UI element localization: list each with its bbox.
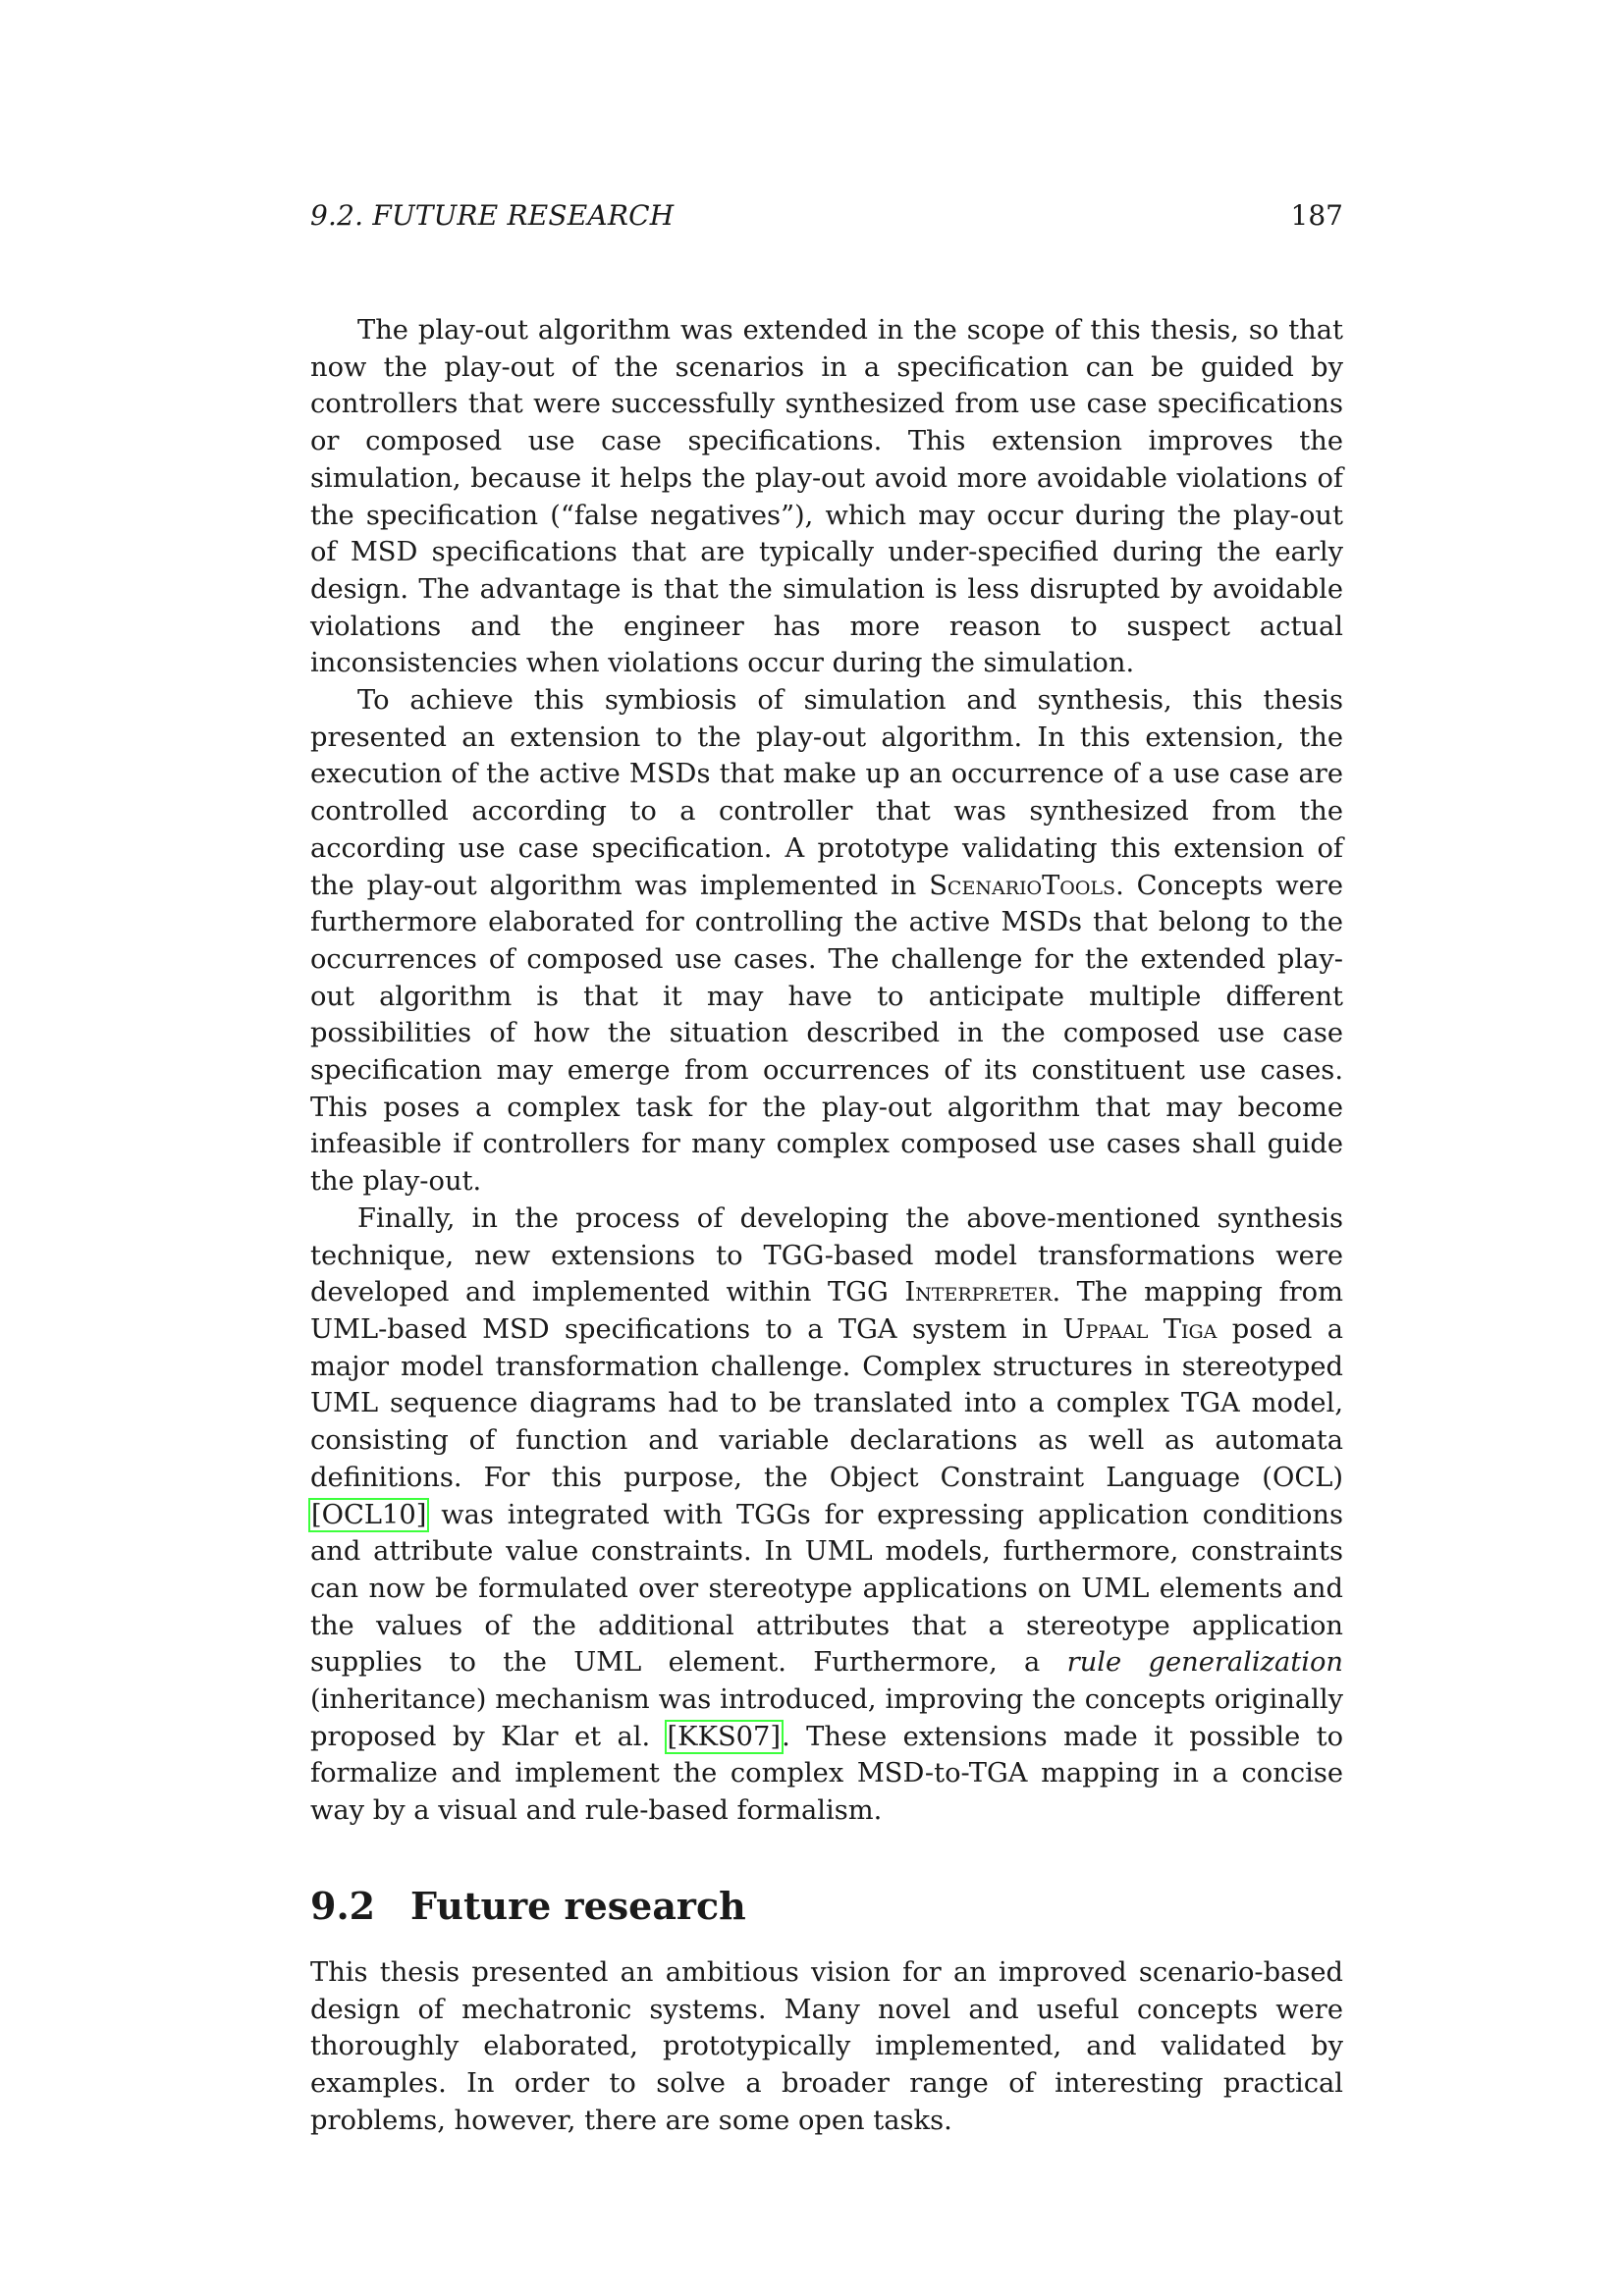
paragraph-text: To achieve this symbiosis of simulation and synthesis, this thesis presented an extension to the play-out algorithm. In this extension, the execution of the active MSDs that make up an occurrence of a use case are controlled according to a controller that was synthesized from the according use case specification. A prototype validating this extension of the play-out algorithm was implemented in: [310, 685, 1343, 901]
page-number: 187: [1290, 199, 1343, 232]
paragraph-text: (inheritance) mechanism was introduced, improving the concepts originally proposed by Klar et al.: [310, 1684, 1343, 1752]
paragraph-text: . These extensions made it possible to formalize and implement the complex MSD-to-TGA mapping in a concise way by a visual and rule-based formalism.: [310, 1721, 1344, 1827]
citation-link-ocl10[interactable]: [OCL10]: [311, 1499, 427, 1530]
paragraph-text: . Concepts were furthermore elaborated for controlling the active MSDs that belong to the occurrences of composed use cases. The challenge for the extended play-out algorithm is that it may have to anticipate multiple different possibilities of how the situation described in the composed use case specification may emerge from occurrences of its constituent use cases. This poses a complex task for the play-out algorithm that may become infeasible if controllers for many complex composed use cases shall guide the play-out.: [310, 870, 1343, 1198]
running-header: [310, 198, 1343, 234]
section-heading: [310, 1884, 1343, 1929]
section-number: 9.2: [310, 1883, 376, 1928]
paragraph-tgg-extensions: [310, 1201, 1343, 1830]
running-title: 9.2. FUTURE RESEARCH: [310, 199, 675, 232]
emphasized-term: rule generalization: [1066, 1647, 1343, 1679]
citation-link-kks07[interactable]: [KKS07]: [667, 1721, 782, 1752]
tool-name-uppaal-tiga: Uppaal Tiga: [1062, 1313, 1218, 1345]
paragraph-symbiosis: [310, 682, 1343, 1201]
tool-name-interpreter: Interpreter: [904, 1277, 1053, 1308]
paragraph-playout-extension: The play-out algorithm was extended in the scope of this thesis, so that now the play-out of the scenarios in a specification can be guided by controllers that were successfully synthesized from use case specifications or composed use case specifications. This extension improves the simulation, because it helps the play-out avoid more avoidable violations of the specification (“false negatives”), which may occur during the play-out of MSD specifications that are typically under-specified during the early design. The advantage is that the simulation is less disrupted by avoidable violations and the engineer has more reason to suspect actual inconsistencies when violations occur during the simulation.: [310, 315, 1343, 679]
paragraph-text: Finally, in the process of developing the above-mentioned synthesis technique, new extensions to TGG-based model transformations were developed and implemented within TGG: [310, 1202, 1343, 1308]
tool-name-scenariotools: ScenarioTools: [929, 870, 1116, 901]
paragraph-future-research: This thesis presented an ambitious vision for an improved scenario-based design of mechatronic systems. Many novel and useful concepts were thoroughly elaborated, prototypically implemented, and validated by examples. In order to solve a broader range of interesting practical problems, however, there are some open tasks.: [310, 1956, 1343, 2136]
paragraph-text: posed a major model transformation challenge. Complex structures in stereotyped UML sequence diagrams had to be translated into a complex TGA model, consisting of function and variable declarations as well as automata definitions. For this purpose, the Object Constraint Language (OCL): [310, 1313, 1343, 1493]
body-text: [310, 312, 1343, 2139]
paragraph-text: . The mapping from UML-based MSD specifications to a TGA system in: [310, 1277, 1343, 1345]
section-title: Future research: [410, 1883, 746, 1928]
paragraph-text: was integrated with TGGs for expressing application conditions and attribute value constraints. In UML models, furthermore, constraints can now be formulated over stereotype applications on UML elements and the values of the additional attributes that a stereotype application supplies to the UML element. Furthermore, a: [310, 1499, 1343, 1679]
